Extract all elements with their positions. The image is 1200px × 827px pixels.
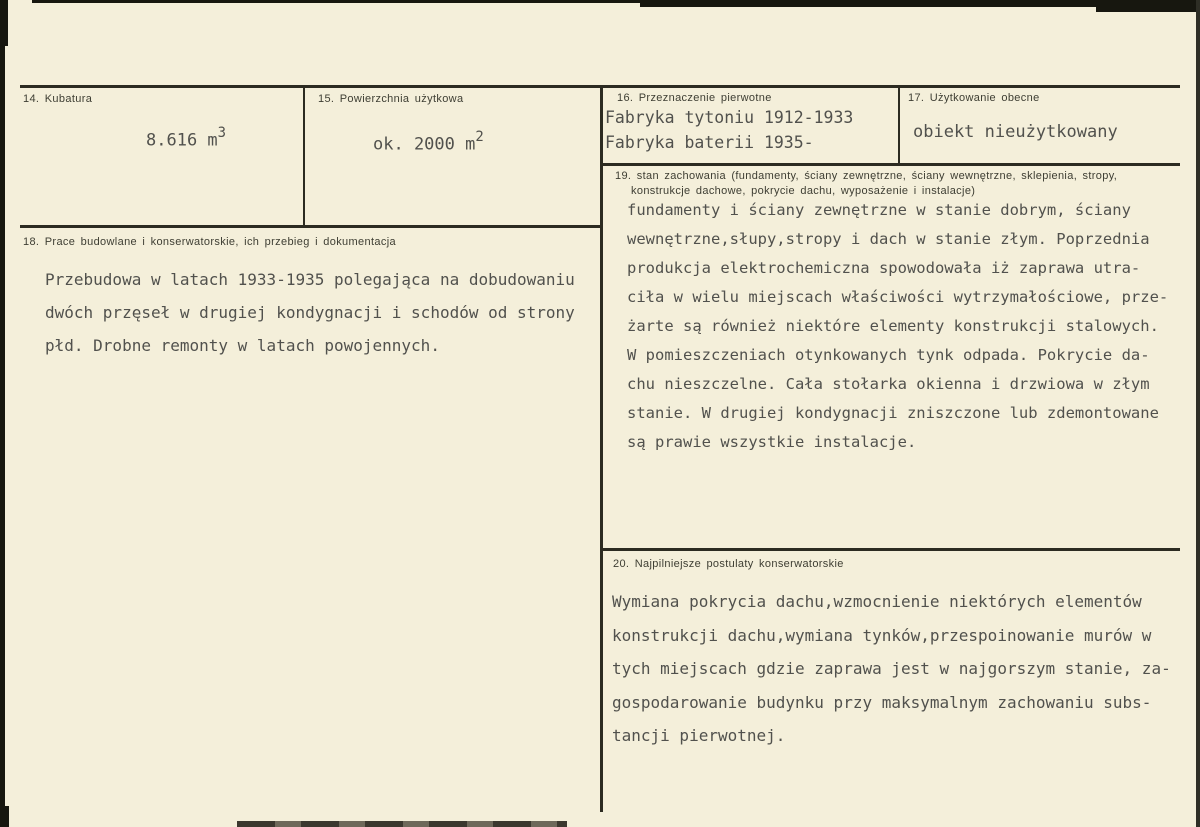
field-20-line: konstrukcji dachu,wymiana tynków,przespoinowanie murów w	[612, 625, 1152, 645]
divider-16-17	[898, 86, 900, 164]
field-17-label: 17. Użytkowanie obecne	[908, 92, 1040, 104]
field-20-line: tancji pierwotnej.	[612, 726, 786, 745]
scan-edge-left-bottom	[0, 806, 9, 827]
field-17-value: obiekt nieużytkowany	[913, 122, 1118, 142]
field-14-label: 14. Kubatura	[23, 93, 93, 105]
field-18-label: 18. Prace budowlane i konserwatorskie, ich przebieg i dokumentacja	[23, 236, 396, 248]
field-19-line: żarte są również niektóre elementy konstrukcji stalowych.	[627, 317, 1159, 335]
field-19-line: produkcja elektrochemiczna spowodowała iż zaprawa utra-	[627, 259, 1141, 277]
next-page-edge	[237, 821, 567, 827]
field-20-line: gospodarowanie budynku przy maksymalnym zachowaniu subs-	[612, 692, 1152, 712]
field-19-line: są prawie wszystkie instalacje.	[627, 433, 917, 451]
field-19-line: wewnętrzne,słupy,stropy i dach w stanie złym. Poprzednia	[627, 230, 1150, 248]
field-18-line: Przebudowa w latach 1933-1935 polegająca na dobudowaniu	[45, 270, 575, 289]
field-18-line: dwóch przęseł w drugiej kondygnacji i schodów od strony	[45, 303, 575, 322]
divider-center	[600, 86, 603, 812]
field-15-superscript: 2	[475, 129, 484, 145]
field-20-line: Wymiana pokrycia dachu,wzmocnienie niektórych elementów	[612, 592, 1142, 611]
scan-edge-left-top	[0, 0, 8, 46]
field-19-label-line2: konstrukcje dachowe, pokrycie dachu, wyposażenie i instalacje)	[631, 185, 976, 197]
field-19-line: fundamenty i ściany zewnętrzne w stanie dobrym, ściany	[627, 201, 1131, 219]
divider-14-15	[303, 86, 305, 226]
field-19-line: stanie. W drugiej kondygnacji zniszczone lub zdemontowane	[627, 404, 1159, 422]
field-20-label: 20. Najpilniejsze postulaty konserwatorskie	[613, 558, 844, 570]
field-16-value	[605, 105, 853, 155]
field-15-value: ok. 2000 $m^2$	[373, 129, 484, 155]
field-18-line: płd. Drobne remonty w latach powojennych.	[45, 336, 440, 355]
field-19-value	[627, 196, 1168, 457]
field-19-line: W pomieszczeniach otynkowanych tynk odpada. Pokrycie da-	[627, 346, 1150, 364]
scan-edge-top-corner	[1096, 0, 1200, 12]
field-19-label-line1: 19. stan zachowania (fundamenty, ściany zewnętrzne, ściany wewnętrzne, sklepienia, stropy,	[615, 170, 1118, 182]
rule-under-14-15	[20, 225, 602, 228]
field-14-value: 8.616 $m^3$	[146, 125, 227, 151]
field-19-line: chu nieszczelne. Cała stołarka okienna i drzwiowa w złym	[627, 375, 1150, 393]
field-16-line: Fabryka tytoniu 1912-1933	[605, 108, 854, 127]
field-16-label: 16. Przeznaczenie pierwotne	[617, 92, 772, 104]
scan-edge-left	[0, 0, 5, 827]
field-20-line: tych miejscach gdzie zaprawa jest w najgorszym stanie, za-	[612, 659, 1171, 678]
field-14-superscript: 3	[217, 125, 227, 141]
scan-edge-right	[1196, 0, 1200, 827]
field-20-value	[612, 585, 1171, 753]
field-15-label: 15. Powierzchnia użytkowa	[318, 93, 464, 105]
field-18-value	[45, 263, 575, 362]
field-16-line: Fabryka baterii 1935-	[605, 133, 814, 152]
field-19-line: ciła w wielu miejscach właściwości wytrzymałościowe, prze-	[627, 288, 1169, 306]
rule-under-16-17	[600, 163, 1180, 166]
rule-above-20	[600, 548, 1180, 551]
